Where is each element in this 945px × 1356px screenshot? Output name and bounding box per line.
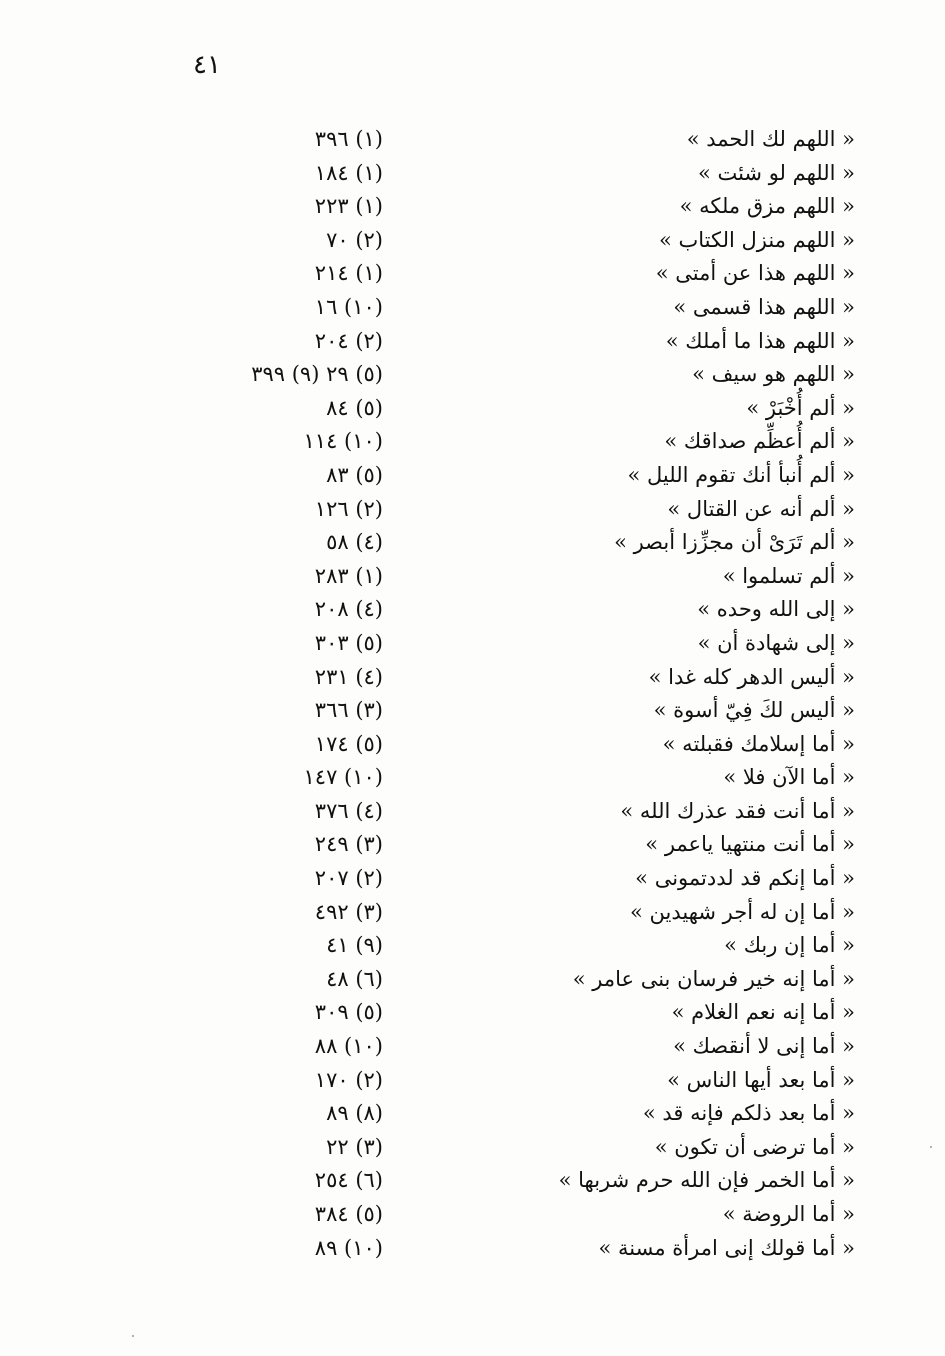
entry-reference: (٥) ٨٣ bbox=[326, 462, 383, 487]
entry-reference: (٢) ١٧٠ bbox=[314, 1067, 383, 1092]
index-entry bbox=[0, 963, 945, 997]
index-entry bbox=[0, 1097, 945, 1131]
index-entry bbox=[0, 929, 945, 963]
index-entry bbox=[0, 123, 945, 157]
entry-reference: (٥) ٨٤ bbox=[326, 395, 383, 420]
index-entry bbox=[0, 728, 945, 762]
entry-phrase: « أما أنت فقد عذرك الله » bbox=[620, 798, 855, 823]
entry-reference: (٢) ٢٠٤ bbox=[314, 328, 383, 353]
entry-reference: (٥) ٣٠٩ bbox=[314, 1000, 383, 1025]
entry-reference: (٥) ١٧٤ bbox=[314, 731, 383, 756]
entry-phrase: « أما بعد أيها الناس » bbox=[667, 1067, 855, 1092]
index-entry bbox=[0, 224, 945, 258]
index-entry bbox=[0, 459, 945, 493]
entry-reference: (٤) ٢٠٨ bbox=[314, 597, 383, 622]
entry-reference: (٤) ٣٧٦ bbox=[314, 798, 383, 823]
index-entry bbox=[0, 761, 945, 795]
index-entry bbox=[0, 425, 945, 459]
index-entry bbox=[0, 190, 945, 224]
entry-reference: (٥) ٢٩ (٩) ٣٩٩ bbox=[251, 362, 383, 387]
entry-phrase: « أليس لكَ فِيّ أسوة » bbox=[653, 698, 855, 723]
entry-phrase: « اللهم هذا عن أمتى » bbox=[655, 261, 855, 286]
entry-phrase: « ألم تَرَىْ أن مجزِّزا أبصر » bbox=[614, 530, 855, 555]
entry-phrase: « أما أنت منتهيا ياعمر » bbox=[645, 832, 855, 857]
page-number: ٤١ bbox=[193, 50, 221, 80]
entry-reference: (٤) ٥٨ bbox=[326, 530, 383, 555]
entry-phrase: « أما إنى لا أنقصك » bbox=[673, 1034, 855, 1059]
index-entry bbox=[0, 1131, 945, 1165]
entry-reference: (٦) ٢٥٤ bbox=[314, 1168, 383, 1193]
index-entry bbox=[0, 257, 945, 291]
index-entry bbox=[0, 862, 945, 896]
index-entry bbox=[0, 996, 945, 1030]
entry-reference: (٨) ٨٩ bbox=[326, 1101, 383, 1126]
index-entry bbox=[0, 593, 945, 627]
entry-phrase: « أما ترضى أن تكون » bbox=[654, 1134, 855, 1159]
entry-reference: (١) ٢١٤ bbox=[314, 261, 383, 286]
index-entry bbox=[0, 661, 945, 695]
entry-reference: (٢) ٧٠ bbox=[326, 227, 383, 252]
index-entry bbox=[0, 358, 945, 392]
index-entry bbox=[0, 392, 945, 426]
index-entry bbox=[0, 560, 945, 594]
entry-phrase: « أما الروضة » bbox=[722, 1202, 855, 1226]
index-entry bbox=[0, 828, 945, 862]
entry-reference: (٣) ٣٦٦ bbox=[314, 698, 383, 723]
entry-phrase: « أما إسلامك فقبلته » bbox=[662, 731, 855, 756]
index-entry bbox=[0, 1232, 945, 1266]
entry-phrase: « ألم أُنبأ أنك تقوم الليل » bbox=[627, 462, 855, 487]
entry-reference: (١٠) ٨٨ bbox=[314, 1034, 383, 1059]
entry-phrase: « أما الآن فلا » bbox=[723, 765, 855, 790]
entry-reference: (١) ٣٩٦ bbox=[314, 127, 383, 151]
index-entry bbox=[0, 291, 945, 325]
entry-phrase: « إلى الله وحده » bbox=[697, 597, 855, 622]
entry-phrase: « أما إن ربك » bbox=[724, 933, 855, 958]
entry-phrase: « أليس الدهر كله غدا » bbox=[648, 664, 855, 689]
index-list bbox=[0, 123, 945, 1265]
entry-phrase: « أما إن له أجر شهيدين » bbox=[629, 899, 855, 924]
entry-reference: (٥) ٣٨٤ bbox=[314, 1202, 383, 1226]
entry-reference: (٥) ٣٠٣ bbox=[314, 630, 383, 655]
entry-reference: (٤) ٢٣١ bbox=[314, 664, 383, 689]
entry-phrase: « اللهم هذا ما أملك » bbox=[665, 328, 855, 353]
index-entry bbox=[0, 157, 945, 191]
entry-phrase: « اللهم لك الحمد » bbox=[686, 127, 855, 151]
entry-reference: (٣) ٤٩٢ bbox=[314, 899, 383, 924]
index-entry bbox=[0, 1064, 945, 1098]
entry-reference: (١) ٢٢٣ bbox=[314, 194, 383, 219]
entry-reference: (١) ١٨٤ bbox=[314, 160, 383, 185]
entry-phrase: « أما إنه نعم الغلام » bbox=[671, 1000, 855, 1025]
entry-phrase: « اللهم منزل الكتاب » bbox=[658, 227, 855, 252]
index-entry bbox=[0, 896, 945, 930]
entry-reference: (١٠) ١١٤ bbox=[303, 429, 383, 454]
index-entry bbox=[0, 1030, 945, 1064]
entry-phrase: « اللهم مزق ملكه » bbox=[679, 194, 855, 219]
entry-phrase: « أما بعد ذلكم فإنه قد » bbox=[642, 1101, 855, 1126]
entry-reference: (١٠) ٨٩ bbox=[314, 1235, 383, 1260]
index-entry bbox=[0, 1198, 945, 1232]
entry-phrase: « ألم تسلموا » bbox=[722, 563, 855, 588]
entry-phrase: « إلى شهادة أن » bbox=[697, 630, 855, 655]
entry-phrase: « ألم أُعظِّم صداقك » bbox=[664, 429, 855, 454]
entry-phrase: « ألم أُخْبَرْ » bbox=[746, 395, 855, 420]
entry-phrase: « ألم أنه عن القتال » bbox=[667, 496, 855, 521]
entry-phrase: « أما الخمر فإن الله حرم شربها » bbox=[558, 1168, 855, 1193]
entry-phrase: « أما قولك إنى امرأة مسنة » bbox=[598, 1235, 855, 1260]
entry-reference: (٣) ٢٤٩ bbox=[314, 832, 383, 857]
index-entry bbox=[0, 627, 945, 661]
entry-reference: (١٠) ١٤٧ bbox=[303, 765, 383, 790]
index-entry bbox=[0, 526, 945, 560]
scan-speck bbox=[930, 1146, 932, 1148]
entry-reference: (٣) ٢٢ bbox=[326, 1134, 383, 1159]
entry-phrase: « أما إنه خير فرسان بنى عامر » bbox=[572, 966, 855, 991]
entry-reference: (٢) ٢٠٧ bbox=[314, 866, 383, 891]
entry-reference: (٩) ٤١ bbox=[326, 933, 383, 958]
index-entry bbox=[0, 795, 945, 829]
scan-speck bbox=[132, 1335, 134, 1337]
entry-phrase: « اللهم لو شئت » bbox=[697, 160, 855, 185]
index-entry bbox=[0, 325, 945, 359]
entry-phrase: « أما إنكم قد لددتمونى » bbox=[635, 866, 855, 891]
index-entry bbox=[0, 493, 945, 527]
entry-reference: (٦) ٤٨ bbox=[326, 966, 383, 991]
entry-phrase: « اللهم هو سيف » bbox=[692, 362, 855, 387]
entry-phrase: « اللهم هذا قسمى » bbox=[673, 294, 855, 319]
entry-reference: (١٠) ١٦ bbox=[314, 294, 383, 319]
index-entry bbox=[0, 694, 945, 728]
entry-reference: (١) ٢٨٣ bbox=[314, 563, 383, 588]
entry-reference: (٢) ١٢٦ bbox=[314, 496, 383, 521]
index-entry bbox=[0, 1164, 945, 1198]
